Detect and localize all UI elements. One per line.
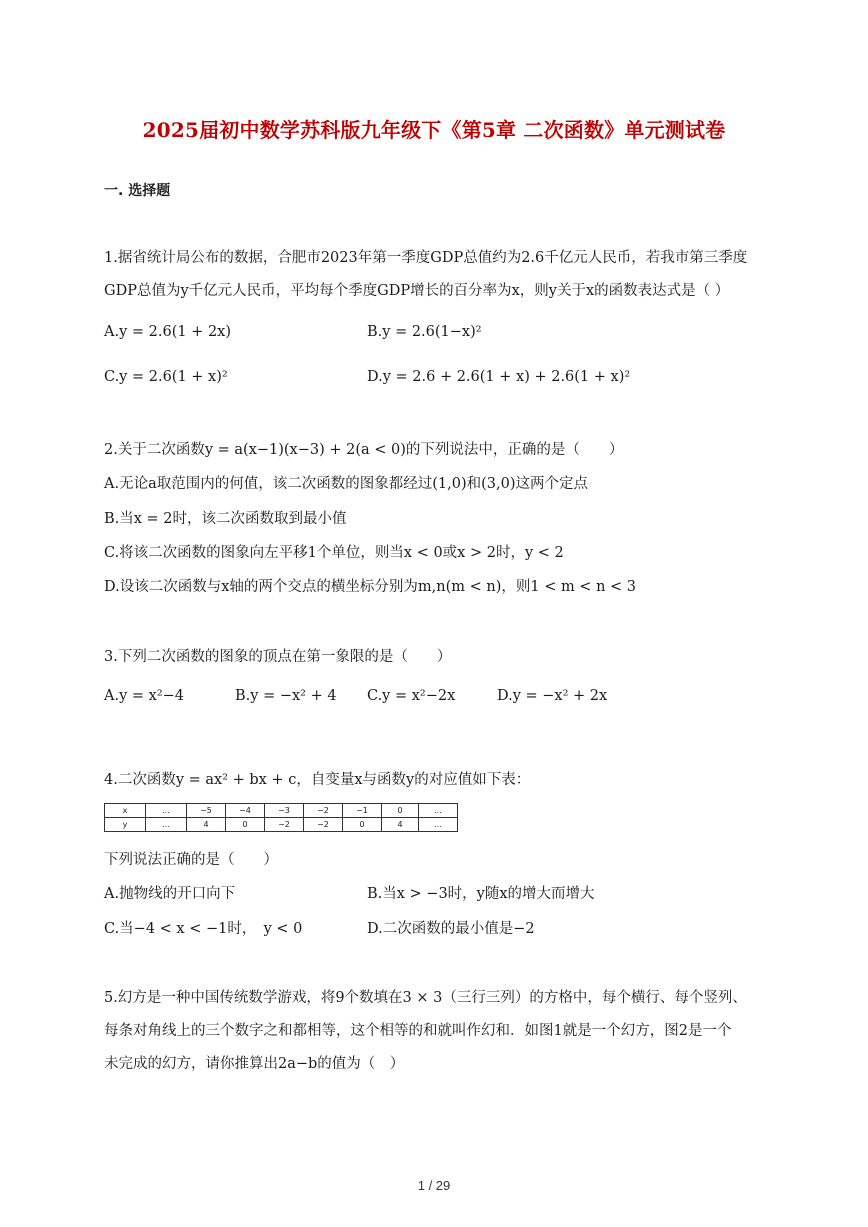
table-cell: …: [146, 818, 187, 832]
document-title: 2025届初中数学苏科版九年级下《第5章 二次函数》单元测试卷: [142, 118, 726, 142]
table-cell: 4: [187, 818, 226, 832]
q2-stem: 2.关于二次函数y = a(x−1)(x−3) + 2(a < 0)的下列说法中，正确的是（ ）: [104, 442, 624, 458]
table-cell: −3: [265, 804, 304, 818]
table-cell: −2: [304, 804, 343, 818]
q4-stem: 4.二次函数y = ax² + bx + c，自变量x与函数y的对应值如下表：: [104, 772, 531, 788]
table-cell: y: [105, 818, 146, 832]
q4-option-a: A.抛物线的开口向下: [104, 886, 236, 902]
q3-option-d: D.y = −x² + 2x: [497, 688, 608, 704]
q4-sub-stem: 下列说法正确的是（ ）: [104, 852, 278, 868]
table-cell: 0: [343, 818, 382, 832]
q1-stem-line2: GDP总值为y千亿元人民币，平均每个季度GDP增长的百分率为x，则y关于x的函数表达式是（ ）: [104, 283, 730, 299]
table-row: [105, 818, 458, 832]
table-cell: −5: [187, 804, 226, 818]
q3-stem: 3.下列二次函数的图象的顶点在第一象限的是（ ）: [104, 649, 452, 665]
table-cell: …: [419, 818, 458, 832]
table-row: [105, 804, 458, 818]
q2-option-a: A.无论a取范围内的何值，该二次函数的图象都经过(1,0)和(3,0)这两个定点: [104, 476, 588, 492]
table-cell: −4: [226, 804, 265, 818]
q3-option-a: A.y = x²−4: [104, 688, 185, 704]
q2-option-d: D.设该二次函数与x轴的两个交点的横坐标分别为m,n(m < n)，则1 < m < n < 3: [104, 579, 637, 595]
table-cell: −1: [343, 804, 382, 818]
table-cell: x: [105, 804, 146, 818]
q3-option-c: C.y = x²−2x: [367, 688, 456, 704]
q2-option-c: C.将该二次函数的图象向左平移1个单位，则当x < 0或x > 2时，y < 2: [104, 545, 564, 561]
q4-value-table: [104, 803, 458, 832]
q1-option-c: C.y = 2.6(1 + x)²: [104, 369, 228, 385]
q5-stem-line3: 未完成的幻方，请你推算出2a−b的值为（ ）: [104, 1056, 405, 1072]
q2-option-b: B.当x = 2时，该二次函数取到最小值: [104, 511, 347, 527]
q5-stem-line2: 每条对角线上的三个数字之和都相等，这个相等的和就叫作幻和．如图1就是一个幻方，图2是一个: [104, 1023, 732, 1039]
table-cell: 4: [382, 818, 419, 832]
table-cell: …: [146, 804, 187, 818]
table-cell: 0: [226, 818, 265, 832]
q4-option-d: D.二次函数的最小值是−2: [367, 921, 535, 937]
table-cell: …: [419, 804, 458, 818]
section-heading: 一. 选择题: [104, 183, 171, 199]
q3-option-b: B.y = −x² + 4: [235, 688, 337, 704]
table-cell: −2: [304, 818, 343, 832]
q1-option-b: B.y = 2.6(1−x)²: [367, 324, 482, 340]
table-cell: 0: [382, 804, 419, 818]
q4-option-b: B.当x > −3时，y随x的增大而增大: [367, 886, 595, 902]
table-cell: −2: [265, 818, 304, 832]
q1-option-a: A.y = 2.6(1 + 2x): [104, 324, 232, 340]
q1-stem-line1: 1.据省统计局公布的数据，合肥市2023年第一季度GDP总值约为2.6千亿元人民币，若我市第三季度: [104, 250, 748, 266]
q1-option-d: D.y = 2.6 + 2.6(1 + x) + 2.6(1 + x)²: [367, 369, 631, 385]
q4-option-c: C.当−4 < x < −1时， y < 0: [104, 921, 303, 937]
page-number: 1 / 29: [417, 1178, 451, 1193]
q5-stem-line1: 5.幻方是一种中国传统数学游戏，将9个数填在3 × 3（三行三列）的方格中，每个横行、每个竖列、: [104, 990, 747, 1006]
